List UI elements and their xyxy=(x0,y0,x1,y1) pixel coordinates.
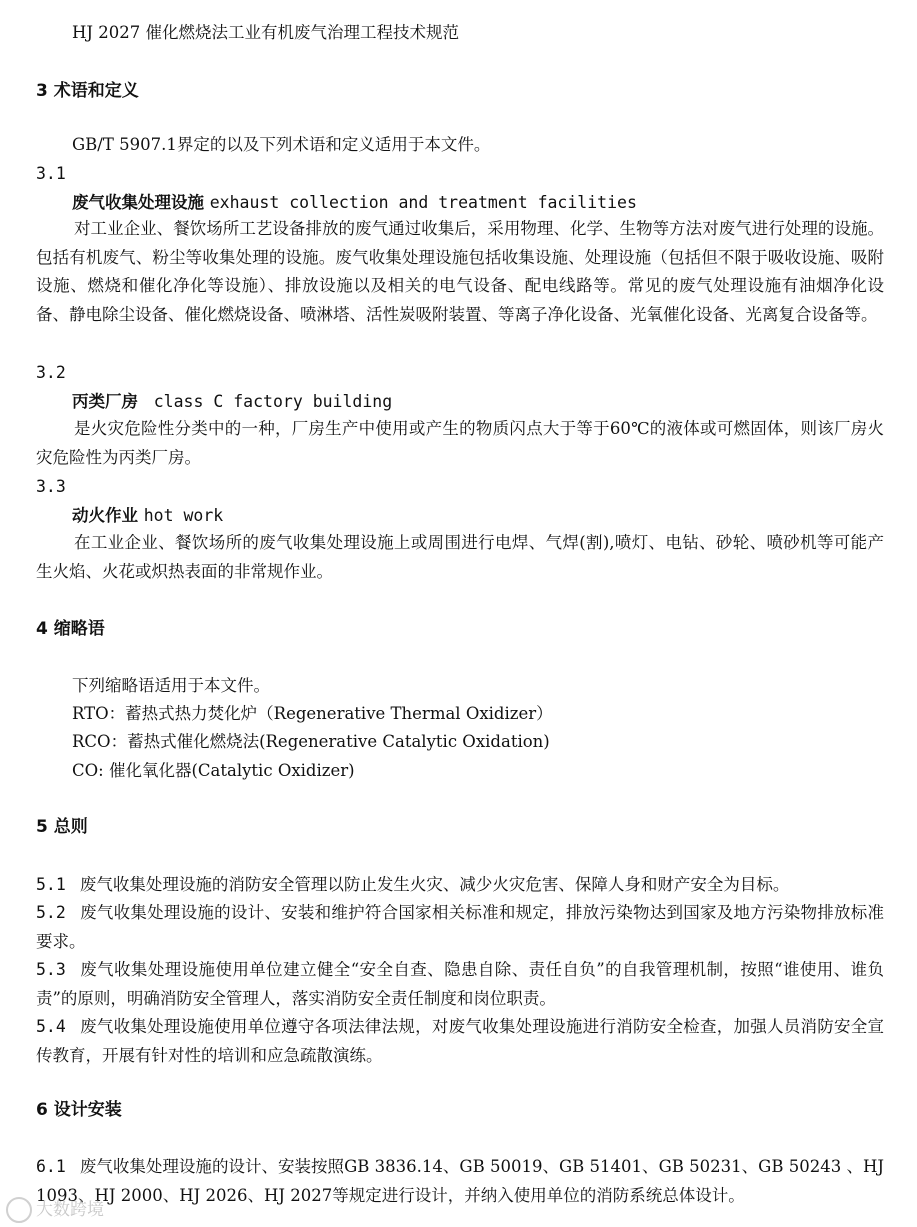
term-3-1-cn: 废气收集处理设施 xyxy=(72,193,204,212)
clause-number: 5.4 xyxy=(36,1017,66,1036)
term-3-3-cn: 动火作业 xyxy=(72,506,138,525)
clause-text: 废气收集处理设施使用单位建立健全“安全自查、隐患自除、责任自负”的自我管理机制，按照“谁使用、谁负责”的原则，明确消防安全管理人，落实消防安全责任制度和岗位职责。 xyxy=(36,960,884,1008)
term-3-1-en: exhaust collection and treatment facilities xyxy=(209,193,637,212)
watermark-logo-icon xyxy=(6,1197,32,1223)
term-3-2-definition: 是火灾危险性分类中的一种，厂房生产中使用或产生的物质闪点大于等于60℃的液体或可燃固体，则该厂房火灾危险性为丙类厂房。 xyxy=(36,419,884,467)
clause-text: 废气收集处理设施的设计、安装和维护符合国家相关标准和规定，排放污染物达到国家及地方污染物排放标准要求。 xyxy=(36,903,884,951)
term-3-3-title xyxy=(72,505,223,527)
section-6-heading: 6 设计安装 xyxy=(36,1100,122,1120)
clause-text: 废气收集处理设施的设计、安装按照GB 3836.14、GB 50019、GB 51401、GB 50231、GB 50243 、HJ 1093、HJ 2000、HJ 2026、HJ 2027等规定进行设计，并纳入使用单位的消防系统总体设计。 xyxy=(36,1157,884,1205)
watermark xyxy=(6,1195,104,1223)
term-3-2-cn: 丙类厂房 xyxy=(72,392,138,411)
clause-5-4 xyxy=(36,1013,884,1070)
clause-text: 废气收集处理设施使用单位遵守各项法律法规，对废气收集处理设施进行消防安全检查，加强人员消防安全宣传教育，开展有针对性的培训和应急疏散演练。 xyxy=(36,1017,884,1065)
clause-5-1 xyxy=(36,871,884,900)
clause-number: 5.1 xyxy=(36,875,66,894)
clause-6-1 xyxy=(36,1153,884,1210)
clause-number: 6.1 xyxy=(36,1157,66,1176)
term-3-3-definition: 在工业企业、餐饮场所的废气收集处理设施上或周围进行电焊、气焊(割),喷灯、电钻、砂轮、喷砂机等可能产生火焰、火花或炽热表面的非常规作业。 xyxy=(36,533,884,581)
section-4-intro: 下列缩略语适用于本文件。 xyxy=(72,676,270,695)
clause-number: 5.3 xyxy=(36,960,66,979)
watermark-text: 大数跨境 xyxy=(36,1200,104,1220)
term-3-3-number: 3.3 xyxy=(36,477,66,496)
term-3-1-number: 3.1 xyxy=(36,164,66,183)
term-3-3-en: hot work xyxy=(143,506,224,525)
term-3-2-number: 3.2 xyxy=(36,363,66,382)
section-5-heading: 5 总则 xyxy=(36,817,88,837)
abbreviation-rto: RTO：蓄热式热力焚化炉（Regenerative Thermal Oxidizer） xyxy=(72,704,553,723)
section-3-intro: GB/T 5907.1界定的以及下列术语和定义适用于本文件。 xyxy=(72,135,491,154)
section-3-heading: 3 术语和定义 xyxy=(36,81,139,101)
term-3-1-title xyxy=(72,192,637,214)
clause-5-2 xyxy=(36,899,884,956)
section-4-heading: 4 缩略语 xyxy=(36,619,105,639)
term-3-2-en: class C factory building xyxy=(153,392,393,411)
term-3-1-definition: 对工业企业、餐饮场所工艺设备排放的废气通过收集后，采用物理、化学、生物等方法对废气进行处理的设施。包括有机废气、粉尘等收集处理的设施。废气收集处理设施包括收集设施、处理设施（包括但不限于吸收设施、吸附设施、燃烧和催化净化等设施）、排放设施以及相关的电气设备、配电线路等。常见的废气处理设施有油烟净化设备、静电除尘设备、催化燃烧设备、喷淋塔、活性炭吸附装置、等离子净化设备、光氧催化设备、光离复合设备等。 xyxy=(36,219,884,324)
clause-5-3 xyxy=(36,956,884,1013)
clause-text: 废气收集处理设施的消防安全管理以防止发生火灾、减少火灾危害、保障人身和财产安全为目标。 xyxy=(79,875,790,894)
term-3-2-title xyxy=(72,391,392,413)
abbreviation-co: CO: 催化氧化器(Catalytic Oxidizer) xyxy=(72,761,355,780)
abbreviation-rco: RCO：蓄热式催化燃烧法(Regenerative Catalytic Oxidation) xyxy=(72,732,550,751)
clause-number: 5.2 xyxy=(36,903,66,922)
running-header: HJ 2027 催化燃烧法工业有机废气治理工程技术规范 xyxy=(72,23,459,42)
